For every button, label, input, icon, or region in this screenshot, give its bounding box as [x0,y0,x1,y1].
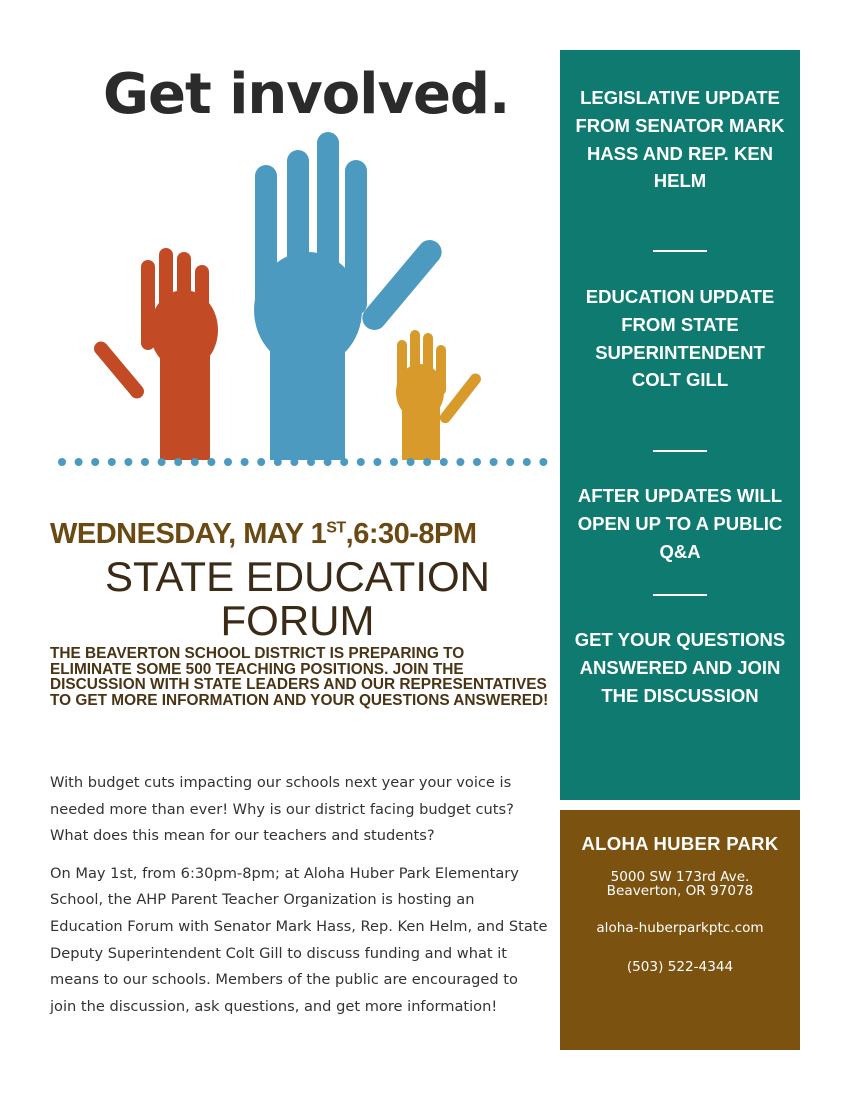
gold-hand-icon [396,330,483,460]
event-title: STATE EDUCATION FORUM [104,553,490,644]
decorative-dot [108,458,116,466]
contact-name: ALOHA HUBER PARK [581,833,779,854]
event-lead-text: THE BEAVERTON SCHOOL DISTRICT IS PREPARING TO ELIMINATE SOME 500 TEACHING POSITIONS. JOIN THE DISCUSSION WITH STATE LEADERS AND OUR REPRESENTATIVES TO GET MORE INFORMATION AND YOUR QUESTIONS ANSWERED! [50,645,549,709]
decorative-dot [75,458,83,466]
contact-panel [560,810,800,1050]
decorative-dot [456,458,464,466]
decorative-dot [290,458,298,466]
contact-address-line2: Beaverton, OR 97078 [606,883,754,899]
decorative-dot [58,458,66,466]
decorative-dot [373,458,381,466]
event-time: ,6:30-8PM [345,518,477,550]
red-hand-icon [91,248,218,460]
decorative-dot [324,458,332,466]
decorative-dot [407,458,415,466]
decorative-dot [91,458,99,466]
contact-website[interactable]: aloha-huberparkptc.com [596,920,764,936]
body-paragraph: With budget cuts impacting our schools next year your voice is needed more than ever! Why is our district facing budget cuts? What does this mean for our teachers and students? [50,774,514,845]
contact-phone[interactable]: (503) 522-4344 [626,959,734,975]
decorative-dot [124,458,132,466]
decorative-dot [490,458,498,466]
decorative-dot [473,458,481,466]
agenda-item: GET YOUR QUESTIONS ANSWERED AND JOIN THE DISCUSSION [574,629,786,706]
event-date [50,518,477,551]
body-paragraph: On May 1st, from 6:30pm-8pm; at Aloha Huber Park Elementary School, the AHP Parent Teacher Organization is hosting an Education Forum with Senator Mark Hass, Rep. Ken Helm, and State Deputy Superintendent Colt Gill to discuss funding and what it means to our schools. Members of the public are encouraged to join the discussion, ask questions, and get more information! [50,864,548,1015]
decorative-dot [274,458,282,466]
raised-hands-illustration [50,120,550,475]
contact-address-line1: 5000 SW 173rd Ave. [610,869,750,885]
agenda-item: LEGISLATIVE UPDATE FROM SENATOR MARK HASS AND REP. KEN HELM [575,87,785,192]
decorative-dot [224,458,232,466]
decorative-dot [307,458,315,466]
agenda-item: EDUCATION UPDATE FROM STATE SUPERINTENDENT COLT GILL [585,286,775,391]
decorative-dot [423,458,431,466]
decorative-dot [390,458,398,466]
agenda-divider [653,594,707,596]
decorative-dot [191,458,199,466]
body-copy [50,770,548,1020]
logo-title: Get involved. [103,62,510,127]
event-date-suffix: ST [326,519,346,537]
decorative-dot [340,458,348,466]
decorative-dot [506,458,514,466]
decorative-dot [241,458,249,466]
decorative-dot [207,458,215,466]
decorative-dot [440,458,448,466]
decorative-dot [141,458,149,466]
agenda-divider [653,450,707,452]
decorative-dot [523,458,531,466]
event-date-main: WEDNESDAY, MAY 1 [50,518,327,550]
agenda-panel [560,50,800,800]
agenda-item: AFTER UPDATES WILL OPEN UP TO A PUBLIC Q&A [577,485,783,562]
agenda-divider [653,250,707,252]
decorative-dot [357,458,365,466]
decorative-dot [174,458,182,466]
decorative-dot [539,458,547,466]
decorative-dot [257,458,265,466]
decorative-dot [158,458,166,466]
